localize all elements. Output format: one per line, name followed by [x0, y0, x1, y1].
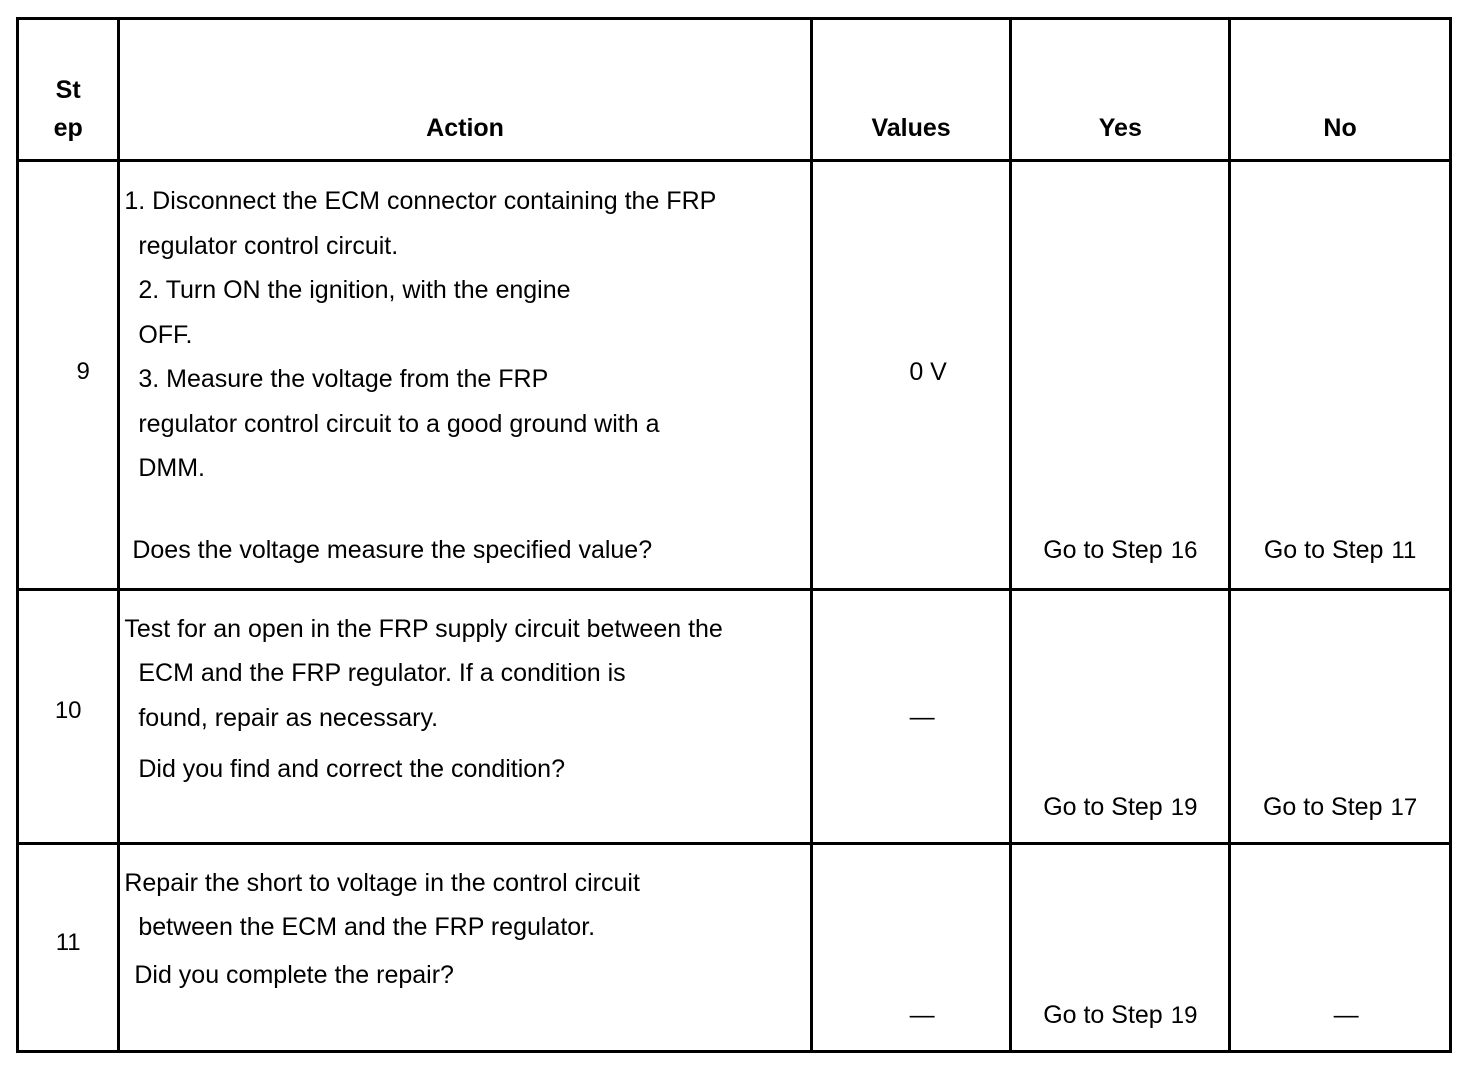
action-text — [124, 179, 801, 491]
header-no-cell — [1230, 19, 1451, 161]
step-number: 11 — [55, 928, 81, 956]
yes-goto-step: 19 — [1170, 1001, 1198, 1029]
no-goto — [1231, 536, 1449, 565]
action-line: DMM. — [138, 454, 205, 483]
spec-value: — — [909, 1000, 935, 1029]
values-cell — [811, 589, 1011, 843]
no-goto-step: 11 — [1391, 537, 1417, 565]
step-cell — [18, 843, 119, 1051]
action-line: Test for an open in the FRP supply circuit between the — [124, 614, 723, 643]
header-no: No — [1323, 114, 1357, 143]
action-line: regulator control circuit to a good ground with a — [138, 409, 660, 438]
step-number: 10 — [54, 696, 82, 724]
header-yes-cell — [1011, 19, 1230, 161]
yes-goto-label: Go to Step — [1043, 1000, 1163, 1029]
spec-value: 0 V — [909, 358, 947, 387]
values-cell — [811, 161, 1011, 589]
diagnostic-table — [16, 17, 1452, 1053]
values-cell — [811, 843, 1011, 1051]
header-step-cell — [18, 19, 119, 161]
action-line: ECM and the FRP regulator. If a condition is — [138, 659, 626, 688]
yes-goto-label: Go to Step — [1043, 536, 1163, 565]
no-goto-step: 17 — [1390, 793, 1418, 821]
no-goto — [1231, 793, 1449, 822]
action-line: 2. Turn ON the ignition, with the engine — [138, 276, 571, 305]
action-question: Did you complete the repair? — [134, 960, 454, 989]
diagnostic-table-container — [16, 17, 1452, 1053]
action-line: between the ECM and the FRP regulator. — [138, 913, 596, 942]
no-goto-label: Go to Step — [1263, 536, 1384, 565]
header-yes: Yes — [1098, 114, 1142, 143]
header-step: St ep — [53, 76, 83, 143]
table-header-row — [18, 19, 1451, 161]
action-question: Did you find and correct the condition? — [138, 754, 565, 783]
header-values: Values — [871, 114, 951, 143]
action-question: Does the voltage measure the specified value? — [132, 536, 653, 565]
table-row — [18, 843, 1451, 1051]
action-line: 1. Disconnect the ECM connector containing the FRP — [124, 187, 717, 216]
table-row — [18, 589, 1451, 843]
yes-goto — [1012, 793, 1228, 822]
yes-cell — [1011, 589, 1230, 843]
action-cell — [119, 589, 811, 843]
step-cell — [18, 161, 119, 589]
no-goto-label: Go to Step — [1262, 792, 1383, 821]
header-action: Action — [426, 114, 504, 143]
yes-goto — [1012, 536, 1228, 565]
yes-goto-step: 19 — [1170, 793, 1198, 821]
action-line: 3. Measure the voltage from the FRP — [138, 365, 549, 394]
action-line: OFF. — [138, 320, 193, 349]
step-number: 9 — [76, 358, 90, 386]
action-line: found, repair as necessary. — [138, 703, 439, 732]
action-text — [124, 861, 801, 950]
action-cell — [119, 161, 811, 589]
action-line: Repair the short to voltage in the control circuit — [124, 868, 640, 897]
action-line: regulator control circuit. — [138, 231, 399, 260]
yes-cell — [1011, 843, 1230, 1051]
spec-value: — — [909, 702, 935, 731]
yes-goto-step: 16 — [1170, 537, 1198, 565]
step-cell — [18, 589, 119, 843]
no-value: — — [1333, 1000, 1359, 1029]
action-cell — [119, 843, 811, 1051]
no-cell — [1230, 161, 1451, 589]
yes-cell — [1011, 161, 1230, 589]
no-cell — [1230, 589, 1451, 843]
no-cell — [1230, 843, 1451, 1051]
table-row — [18, 161, 1451, 589]
header-action-cell — [119, 19, 811, 161]
action-text — [124, 607, 801, 741]
header-values-cell — [811, 19, 1011, 161]
yes-goto-label: Go to Step — [1043, 792, 1163, 821]
yes-goto — [1012, 1001, 1228, 1030]
